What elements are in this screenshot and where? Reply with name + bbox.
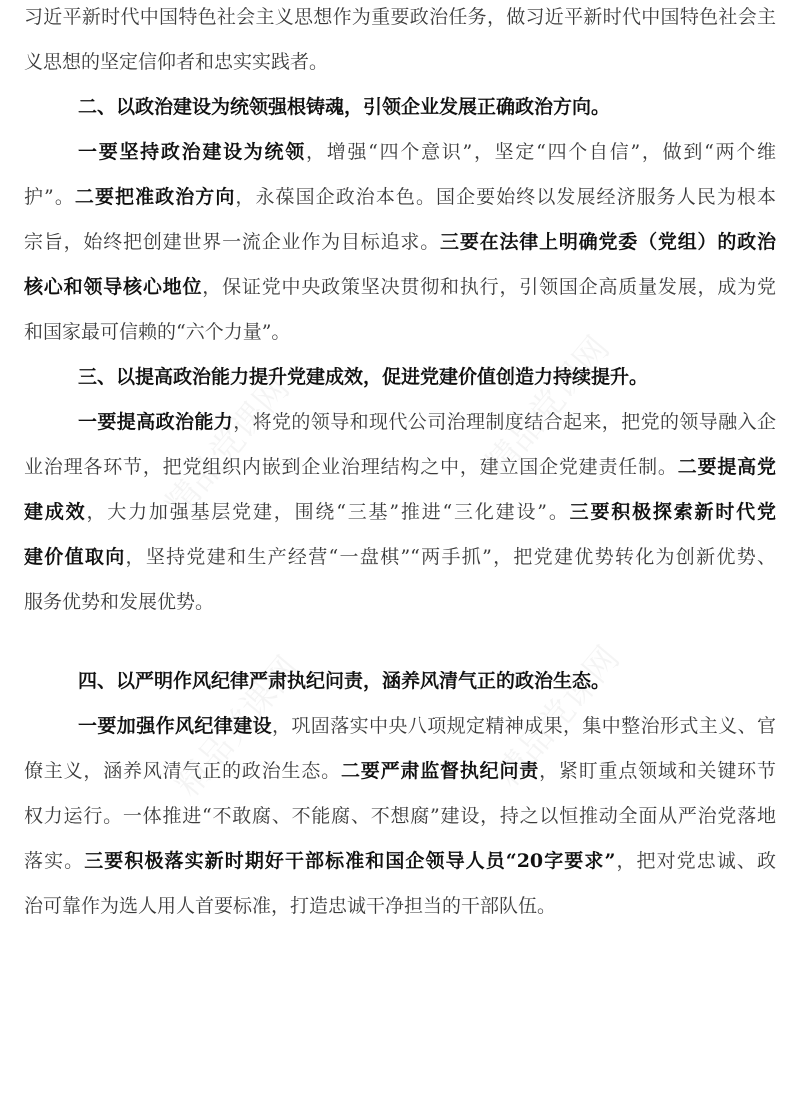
text-line	[24, 265, 776, 310]
bold-text: 核心和领导核心地位	[24, 276, 203, 298]
text-line	[24, 0, 776, 40]
text: 服务优势和发展优势。	[24, 591, 215, 613]
text-line	[24, 490, 776, 535]
text: 权力运行。一体推进“不敢腐、不能腐、不想腐”建设，持之以恒推动全面从严治党落地	[24, 805, 776, 827]
paragraph	[24, 704, 776, 929]
text: ，将党的领导和现代公司治理制度结合起来，把党的领导融入企	[233, 411, 776, 433]
text: ，大力加强基层党建，围绕“三基”推进“三化建设”。	[86, 501, 570, 523]
text: 义思想的坚定信仰者和忠实实践者。	[24, 51, 329, 73]
bold-text: 一要加强作风纪律建设	[78, 715, 272, 737]
text-line	[24, 749, 776, 794]
text-line	[24, 445, 776, 490]
section-heading	[24, 85, 776, 130]
text-line	[24, 884, 776, 929]
text: ，增强“四个意识”，坚定“四个自信”，做到“两个维	[306, 141, 776, 163]
section-gap	[24, 625, 776, 659]
paragraph	[24, 0, 776, 85]
bold-text: 二要把准政治方向	[74, 186, 236, 208]
text: 习近平新时代中国特色社会主义思想作为重要政治任务，做习近平新时代中国特色社会主	[24, 6, 776, 28]
text-line	[24, 580, 776, 625]
text-line	[24, 659, 776, 704]
text-line	[24, 400, 776, 445]
text-line	[24, 535, 776, 580]
text: ，紧盯重点领域和关键环节	[539, 760, 776, 782]
paragraph	[24, 400, 776, 625]
text: ，坚持党建和生产经营“一盘棋”“两手抓”，把党建优势转化为创新优势、	[125, 546, 776, 568]
text: 护”。	[24, 186, 75, 208]
text: 治可靠作为选人用人首要标准，打造忠诚干净担当的干部队伍。	[24, 895, 557, 917]
text: ，巩固落实中央八项规定精神成果，集中整治形式主义、官	[272, 715, 776, 737]
text-line	[24, 175, 776, 220]
bold-text: 建价值取向	[24, 546, 126, 568]
section-heading	[24, 659, 776, 704]
text: ，保证党中央政策坚决贯彻和执行，引领国企高质量发展，成为党	[202, 276, 776, 298]
text-line	[24, 220, 776, 265]
text-line	[24, 704, 776, 749]
text: 僚主义，涵养风清气正的政治生态。	[24, 760, 341, 782]
text: 落实。	[24, 850, 85, 872]
bold-text: 一要坚持政治建设为统领	[78, 141, 306, 163]
text-line	[24, 40, 776, 85]
bold-text: 三要积极探索新时代党	[569, 501, 776, 523]
text-line	[24, 130, 776, 175]
paragraph	[24, 130, 776, 355]
bold-text: 二要严肃监督执纪问责	[340, 760, 540, 782]
text: ，永葆国企政治本色。国企要始终以发展经济服务人民为根本	[235, 186, 776, 208]
bold-text: 建成效	[24, 501, 87, 523]
text-line	[24, 794, 776, 839]
document-body	[24, 0, 776, 929]
bold-text: 三、以提高政治能力提升党建成效，促进党建价值创造力持续提升。	[78, 366, 649, 388]
section-heading	[24, 355, 776, 400]
text-line	[24, 85, 776, 130]
bold-text: 二、以政治建设为统领强根铸魂，引领企业发展正确政治方向。	[78, 96, 611, 118]
text-line	[24, 310, 776, 355]
bold-text: 三要在法律上明确党委（党组）的政治	[440, 231, 776, 253]
bold-text: 二要提高党	[677, 456, 776, 478]
text: 宗旨，始终把创建世界一流企业作为目标追求。	[24, 231, 441, 253]
bold-text: 一要提高政治能力	[78, 411, 234, 433]
bold-text: 三要积极落实新时期好干部标准和国企领导人员“20字要求”	[84, 850, 616, 872]
text: 业治理各环节，把党组织内嵌到企业治理结构之中，建立国企党建责任制。	[24, 456, 678, 478]
text-line	[24, 839, 776, 884]
text: ，把对党忠诚、政	[615, 850, 776, 872]
bold-text: 四、以严明作风纪律严肃执纪问责，涵养风清气正的政治生态。	[78, 670, 611, 692]
text: 和国家最可信赖的“六个力量”。	[24, 321, 291, 343]
text-line	[24, 355, 776, 400]
